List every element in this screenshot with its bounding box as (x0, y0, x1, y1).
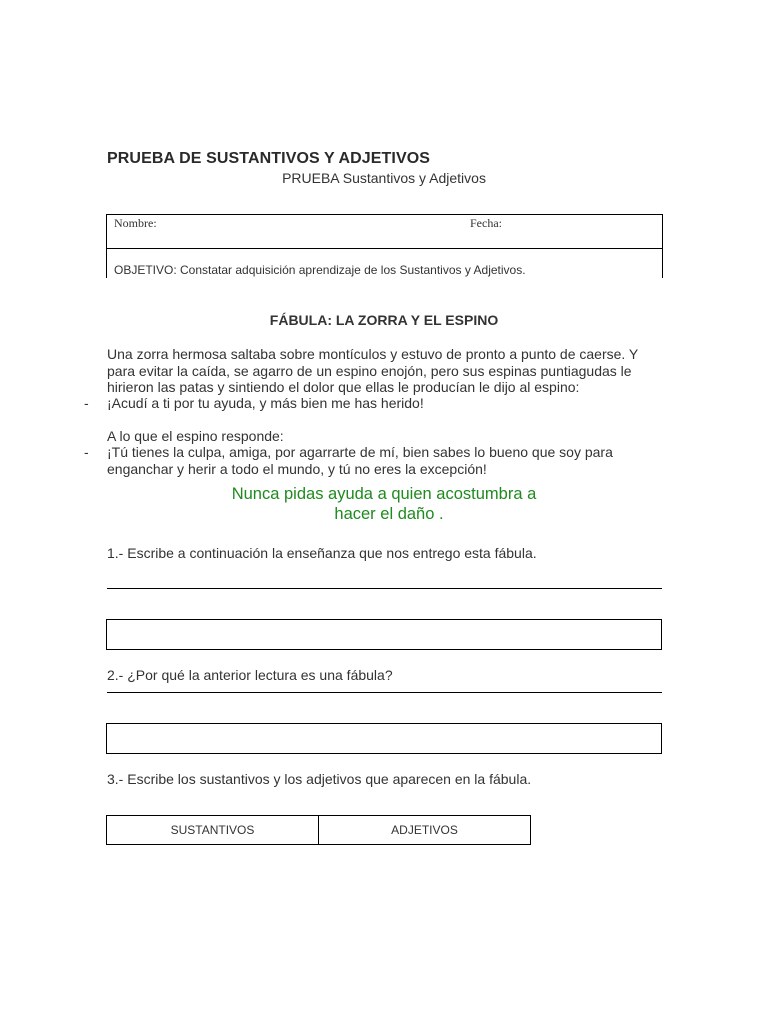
moral-line: hacer el daño . (334, 505, 444, 523)
dialogue-dash: - (84, 444, 89, 460)
answer-box-1[interactable] (106, 619, 662, 650)
nombre-label: Nombre: (114, 216, 157, 230)
paragraph-line: Una zorra hermosa saltaba sobre montículos y estuvo de pronto a punto de caerse. Y (107, 346, 639, 362)
answer-line-1[interactable] (107, 588, 662, 589)
response-intro: A lo que el espino responde: (107, 428, 284, 444)
dialogue-dash: - (84, 395, 89, 411)
moral-line: Nunca pidas ayuda a quien acostumbra a (231, 485, 537, 503)
answer-box-2[interactable] (106, 723, 662, 754)
question-1: 1.- Escribe a continuación la enseñanza que nos entrego esta fábula. (107, 545, 537, 561)
answer-line-2[interactable] (107, 692, 662, 693)
fable-paragraph (107, 346, 638, 396)
question-3: 3.- Escribe los sustantivos y los adjetivos que aparecen en la fábula. (107, 771, 532, 787)
fable-title: FÁBULA: LA ZORRA Y EL ESPINO (269, 312, 499, 328)
document-subtitle-row (0, 170, 768, 186)
student-info-box (106, 214, 663, 278)
dialogue-line: ¡Tú tienes la culpa, amiga, por agarrarte de mí, bien sabes lo bueno que soy para (107, 444, 613, 460)
objective-text: OBJETIVO: Constatar adquisición aprendizaje de los Sustantivos y Adjetivos. (114, 263, 526, 277)
question-2: 2.- ¿Por qué la anterior lectura es una fábula? (107, 667, 393, 683)
dialogue-line: enganchar y herir a todo el mundo, y tú no eres la excepción! (107, 460, 487, 477)
fable-title-row (0, 312, 768, 328)
dialogue-espino (107, 444, 613, 477)
fecha-label: Fecha: (470, 216, 502, 230)
dialogue-zorra: ¡Acudí a ti por tu ayuda, y más bien me has herido! (107, 395, 424, 411)
nouns-adjectives-table (106, 815, 531, 845)
document-subtitle: PRUEBA Sustantivos y Adjetivos (282, 170, 486, 186)
sustantivos-column-header: SUSTANTIVOS (170, 823, 255, 837)
document-title: PRUEBA DE SUSTANTIVOS Y ADJETIVOS (107, 150, 431, 167)
paragraph-line: para evitar la caída, se agarro de un espino enojón, pero sus espinas puntiagudas le (107, 362, 632, 379)
fable-moral (0, 484, 768, 524)
paragraph-line: hirieron las patas y sintiendo el dolor que ellas le producían le dijo al espino: (107, 379, 580, 395)
name-date-row (107, 215, 662, 249)
adjetivos-column-header: ADJETIVOS (318, 816, 530, 844)
